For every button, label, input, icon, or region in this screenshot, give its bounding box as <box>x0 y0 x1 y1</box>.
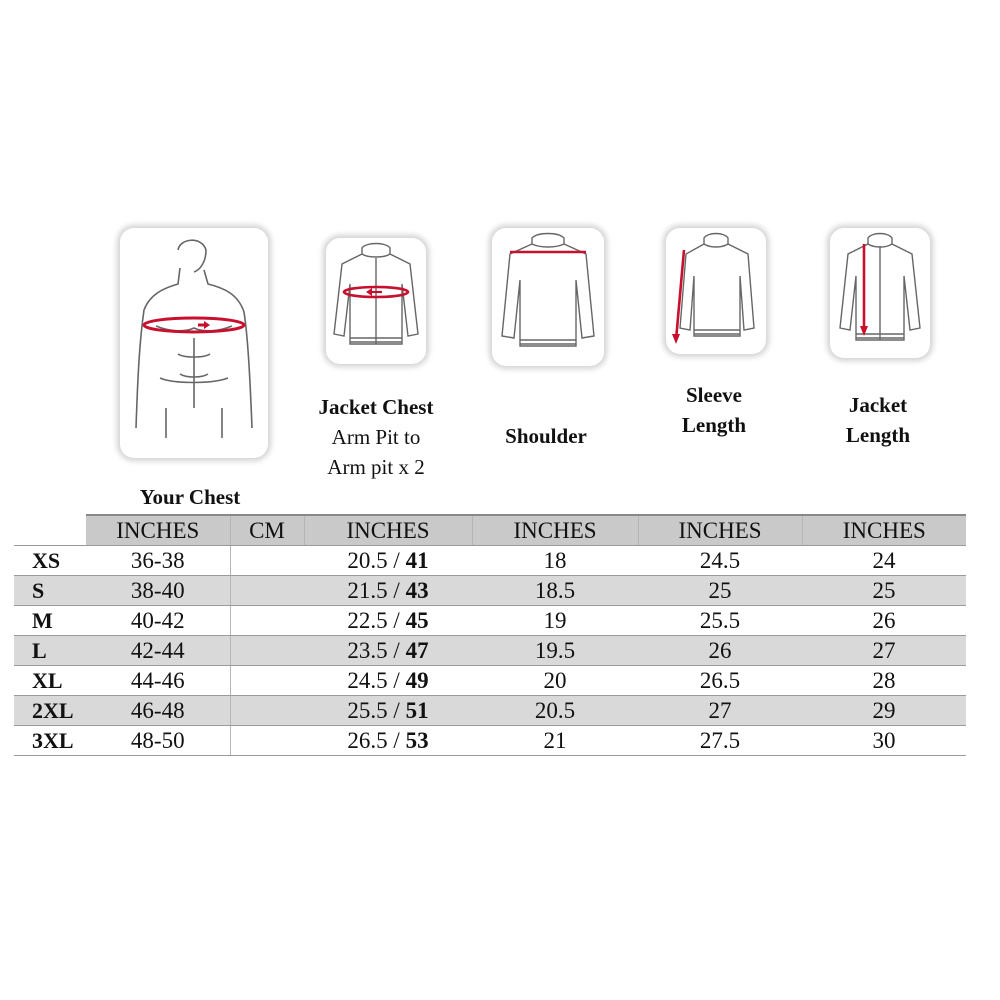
sleeve-value: 27.5 <box>638 726 802 756</box>
length-value: 25 <box>802 576 966 606</box>
size-label: XS <box>14 546 86 576</box>
your-chest-cm-value <box>230 726 304 756</box>
jacket-chest-half: 23.5 / <box>347 638 406 663</box>
jacket-chest-value <box>304 636 472 666</box>
shoulder-value: 21 <box>472 726 638 756</box>
jacket-chest-value <box>304 726 472 756</box>
size-label: 3XL <box>14 726 86 756</box>
jacket-length-card <box>830 228 930 358</box>
your-chest-cm-value <box>230 696 304 726</box>
shoulder-value: 20.5 <box>472 696 638 726</box>
sleeve-title-line2: Length <box>681 413 747 437</box>
shoulder-caption <box>480 421 612 451</box>
jacket-chest-full: 45 <box>405 608 429 633</box>
length-value: 28 <box>802 666 966 696</box>
jacket-shoulder-card <box>492 228 604 366</box>
jacket-chest-icon <box>326 238 426 364</box>
your-chest-cm-value <box>230 576 304 606</box>
length-value: 27 <box>802 636 966 666</box>
sleeve-value: 26 <box>638 636 802 666</box>
torso-chest-icon <box>120 228 268 458</box>
your-chest-value: 38-40 <box>86 576 230 606</box>
jacket-chest-half: 26.5 / <box>347 728 406 753</box>
table-row <box>14 696 966 726</box>
your-chest-title: Your Chest <box>139 485 241 509</box>
sleeve-value: 25.5 <box>638 606 802 636</box>
jacket-chest-full: 53 <box>405 728 429 753</box>
jacket-chest-value <box>304 546 472 576</box>
table-row <box>14 636 966 666</box>
jacket-chest-full: 47 <box>405 638 429 663</box>
jacket-chest-value <box>304 606 472 636</box>
jacket-chest-value <box>304 576 472 606</box>
header-your-chest-inches: INCHES <box>86 515 230 546</box>
jacket-chest-title: Jacket Chest <box>318 395 434 419</box>
sleeve-value: 26.5 <box>638 666 802 696</box>
jacket-shoulder-icon <box>492 228 604 366</box>
your-chest-value: 40-42 <box>86 606 230 636</box>
size-label: M <box>14 606 86 636</box>
sleeve-title-line1: Sleeve <box>686 383 742 407</box>
your-chest-value: 48-50 <box>86 726 230 756</box>
jacket-chest-half: 21.5 / <box>347 578 406 603</box>
size-label: 2XL <box>14 696 86 726</box>
length-value: 24 <box>802 546 966 576</box>
jacket-chest-half: 25.5 / <box>347 698 406 723</box>
shoulder-value: 19 <box>472 606 638 636</box>
jacket-length-title-line2: Length <box>845 423 911 447</box>
header-blank-cell <box>14 515 86 546</box>
shoulder-value: 20 <box>472 666 638 696</box>
size-label: XL <box>14 666 86 696</box>
your-chest-cm-value <box>230 636 304 666</box>
your-chest-cm-value <box>230 606 304 636</box>
jacket-chest-line2: Arm Pit to <box>331 425 421 449</box>
header-sleeve-inches: INCHES <box>638 515 802 546</box>
header-jacket-chest-inches: INCHES <box>304 515 472 546</box>
header-length-inches: INCHES <box>802 515 966 546</box>
jacket-chest-half: 22.5 / <box>347 608 406 633</box>
jacket-chest-full: 43 <box>405 578 429 603</box>
table-header-row <box>14 515 966 546</box>
jacket-chest-full: 49 <box>405 668 429 693</box>
jacket-chest-value <box>304 666 472 696</box>
your-chest-caption <box>110 482 270 512</box>
table-row <box>14 726 966 756</box>
table-row <box>14 666 966 696</box>
your-chest-cm-value <box>230 546 304 576</box>
header-shoulder-inches: INCHES <box>472 515 638 546</box>
table-row <box>14 546 966 576</box>
jacket-sleeve-icon <box>666 228 766 354</box>
torso-chest-card <box>120 228 268 458</box>
size-label: S <box>14 576 86 606</box>
header-your-chest-cm: CM <box>230 515 304 546</box>
jacket-chest-half: 20.5 / <box>347 548 406 573</box>
jacket-chest-value <box>304 696 472 726</box>
shoulder-value: 18 <box>472 546 638 576</box>
length-value: 30 <box>802 726 966 756</box>
your-chest-value: 42-44 <box>86 636 230 666</box>
your-chest-value: 44-46 <box>86 666 230 696</box>
length-value: 29 <box>802 696 966 726</box>
length-value: 26 <box>802 606 966 636</box>
jacket-chest-card <box>326 238 426 364</box>
size-label: L <box>14 636 86 666</box>
jacket-chest-full: 51 <box>405 698 429 723</box>
jacket-chest-caption <box>290 392 462 482</box>
your-chest-value: 46-48 <box>86 696 230 726</box>
table-row <box>14 576 966 606</box>
size-chart-table <box>14 514 966 756</box>
sleeve-caption <box>654 380 774 440</box>
shoulder-value: 19.5 <box>472 636 638 666</box>
sleeve-value: 24.5 <box>638 546 802 576</box>
jacket-chest-half: 24.5 / <box>347 668 406 693</box>
jacket-chest-full: 41 <box>405 548 429 573</box>
table-row <box>14 606 966 636</box>
sleeve-value: 27 <box>638 696 802 726</box>
your-chest-cm-value <box>230 666 304 696</box>
jacket-length-caption <box>818 390 938 450</box>
your-chest-value: 36-38 <box>86 546 230 576</box>
jacket-length-icon <box>830 228 930 358</box>
sleeve-value: 25 <box>638 576 802 606</box>
jacket-sleeve-card <box>666 228 766 354</box>
jacket-chest-line3: Arm pit x 2 <box>327 455 425 479</box>
shoulder-value: 18.5 <box>472 576 638 606</box>
jacket-length-title-line1: Jacket <box>848 393 908 417</box>
shoulder-title: Shoulder <box>505 424 587 448</box>
